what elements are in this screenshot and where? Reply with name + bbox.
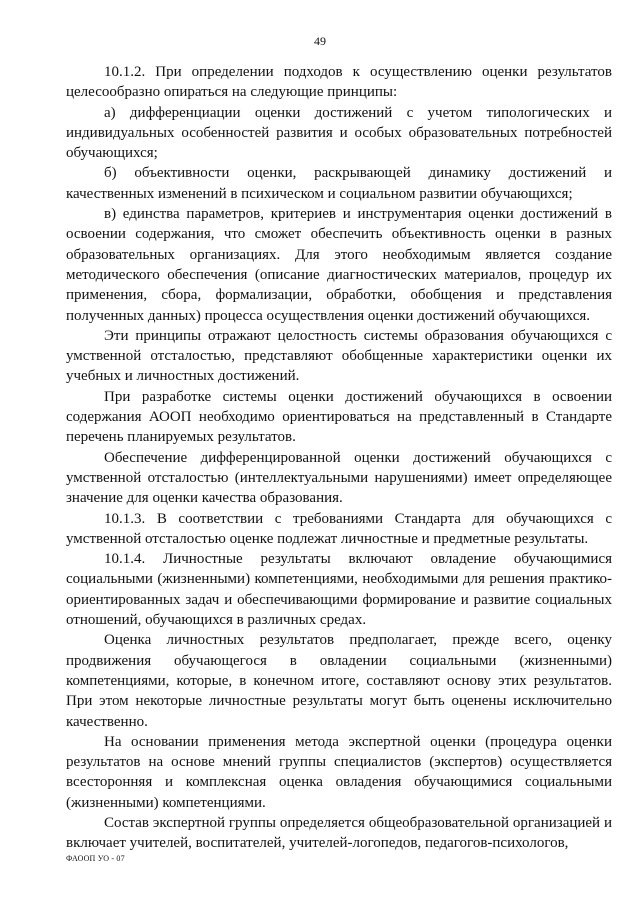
paragraph-10-1-4: 10.1.4. Личностные результаты включают овладение обучающимися социальными (жизненными) компетенциями, необходимыми для решения практико-ориентированных задач и обеспечивающими формирование и развитие социальных отношений, обучающихся в различных средах. — [66, 551, 612, 629]
document-footer: ФАООП УО - 07 — [66, 854, 125, 863]
document-body — [66, 62, 612, 854]
principle-c: в) единства параметров, критериев и инструментария оценки достижений в освоении содержания, что сможет обеспечить объективность оценки в разных образовательных организациях. Для этого необходимым является создание методического обеспечения (описание диагностических материалов, процедур их применения, сбора, формализации, обработки, обобщения и представления полученных данных) процесса осуществления оценки достижений обучающихся. — [66, 206, 612, 324]
paragraph-10-1-2: 10.1.2. При определении подходов к осуществлению оценки результатов целесообразно опираться на следующие принципы: — [66, 64, 612, 101]
principle-b: б) объективности оценки, раскрывающей динамику достижений и качественных изменений в психическом и социальном развитии обучающихся; — [66, 165, 612, 202]
paragraph-10-1-3: 10.1.3. В соответствии с требованиями Стандарта для обучающихся с умственной отсталостью оценке подлежат личностные и предметные результаты. — [66, 510, 612, 547]
paragraph: Оценка личностных результатов предполагает, прежде всего, оценку продвижения обучающегося в овладении социальными (жизненными) компетенциями, которые, в конечном итоге, составляют основу этих результатов. При этом некоторые личностные результаты могут быть оценены исключительно качественно. — [66, 632, 612, 730]
page-number: 49 — [314, 34, 326, 48]
paragraph: Состав экспертной группы определяется общеобразовательной организацией и включает учителей, воспитателей, учителей-логопедов, педагогов-психологов, — [66, 814, 612, 852]
paragraph: При разработке системы оценки достижений обучающихся в освоении содержания АООП необходимо ориентироваться на представленный в Стандарте перечень планируемых результатов. — [66, 388, 612, 446]
paragraph: На основании применения метода экспертной оценки (процедура оценки результатов на основе мнений группы специалистов (экспертов) осуществляется всесторонняя и комплексная оценка овладения обучающимися социальными (жизненными) компетенциями. — [66, 733, 612, 811]
principle-a: а) дифференциации оценки достижений с учетом типологических и индивидуальных особенностей развития и особых образовательных потребностей обучающихся; — [66, 104, 612, 162]
paragraph: Обеспечение дифференцированной оценки достижений обучающихся с умственной отсталостью (интеллектуальными нарушениями) имеет определяющее значение для оценки качества образования. — [66, 449, 612, 507]
paragraph: Эти принципы отражают целостность системы образования обучающихся с умственной отсталостью, представляют обобщенные характеристики оценки их учебных и личностных достижений. — [66, 327, 612, 385]
